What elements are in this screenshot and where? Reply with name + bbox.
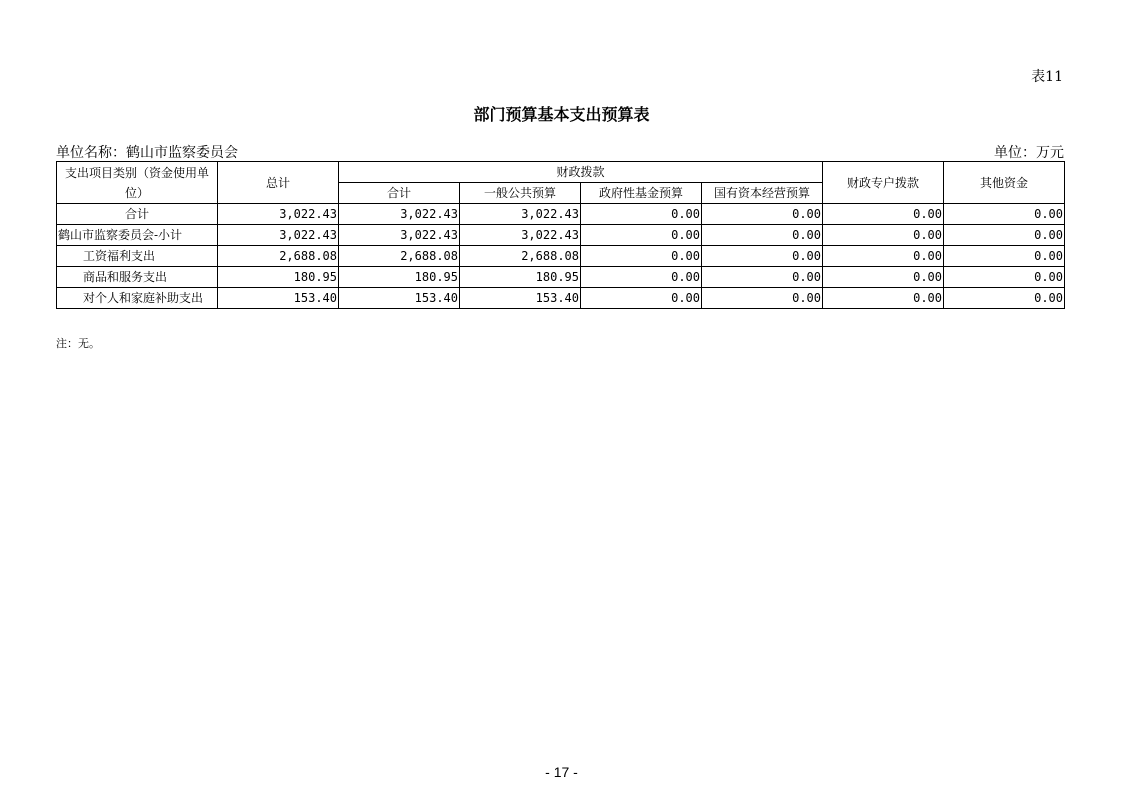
cell-general: 180.95 [460, 267, 581, 288]
cell-total: 3,022.43 [218, 225, 339, 246]
cell-other: 0.00 [944, 288, 1065, 309]
cell-total: 3,022.43 [218, 204, 339, 225]
cell-special: 0.00 [823, 267, 944, 288]
cell-gov-fund: 0.00 [581, 225, 702, 246]
cell-gov-fund: 0.00 [581, 267, 702, 288]
unit-label: 单位：万元 [994, 145, 1064, 161]
header-special: 财政专户拨款 [823, 162, 944, 204]
cell-total: 153.40 [218, 288, 339, 309]
cell-special: 0.00 [823, 246, 944, 267]
cell-fiscal-sum: 153.40 [339, 288, 460, 309]
page-title: 部门预算基本支出预算表 [473, 105, 650, 124]
header-total: 总计 [218, 162, 339, 204]
cell-general: 2,688.08 [460, 246, 581, 267]
row-name: 工资福利支出 [57, 246, 218, 267]
cell-fiscal-sum: 3,022.43 [339, 225, 460, 246]
page-number: - 17 - [545, 764, 578, 780]
cell-special: 0.00 [823, 225, 944, 246]
row-name: 对个人和家庭补助支出 [57, 288, 218, 309]
header-other: 其他资金 [944, 162, 1065, 204]
header-fiscal: 财政拨款 [339, 162, 823, 183]
cell-state-capital: 0.00 [702, 225, 823, 246]
table-row [57, 225, 1065, 246]
cell-fiscal-sum: 180.95 [339, 267, 460, 288]
cell-gov-fund: 0.00 [581, 204, 702, 225]
table-row [57, 246, 1065, 267]
cell-total: 180.95 [218, 267, 339, 288]
cell-general: 153.40 [460, 288, 581, 309]
row-name: 商品和服务支出 [57, 267, 218, 288]
cell-gov-fund: 0.00 [581, 246, 702, 267]
cell-state-capital: 0.00 [702, 288, 823, 309]
cell-general: 3,022.43 [460, 204, 581, 225]
header-row [57, 162, 1065, 183]
budget-table [56, 161, 1065, 309]
cell-state-capital: 0.00 [702, 267, 823, 288]
cell-fiscal-sum: 2,688.08 [339, 246, 460, 267]
cell-general: 3,022.43 [460, 225, 581, 246]
cell-total: 2,688.08 [218, 246, 339, 267]
cell-fiscal-sum: 3,022.43 [339, 204, 460, 225]
cell-other: 0.00 [944, 225, 1065, 246]
table-row [57, 267, 1065, 288]
cell-special: 0.00 [823, 288, 944, 309]
cell-state-capital: 0.00 [702, 246, 823, 267]
cell-other: 0.00 [944, 246, 1065, 267]
table-note: 注：无。 [56, 337, 100, 350]
cell-other: 0.00 [944, 267, 1065, 288]
cell-other: 0.00 [944, 204, 1065, 225]
header-fiscal-sum: 合计 [339, 183, 460, 204]
header-state-capital: 国有资本经营预算 [702, 183, 823, 204]
table-row [57, 288, 1065, 309]
table-number: 表11 [1031, 69, 1063, 85]
header-category: 支出项目类别（资金使用单位） [57, 162, 218, 204]
cell-special: 0.00 [823, 204, 944, 225]
unit-name: 单位名称：鹤山市监察委员会 [56, 145, 238, 161]
cell-state-capital: 0.00 [702, 204, 823, 225]
table-row [57, 204, 1065, 225]
header-general-budget: 一般公共预算 [460, 183, 581, 204]
header-gov-fund: 政府性基金预算 [581, 183, 702, 204]
row-name: 鹤山市监察委员会-小计 [57, 225, 218, 246]
cell-gov-fund: 0.00 [581, 288, 702, 309]
row-name: 合计 [57, 204, 218, 225]
